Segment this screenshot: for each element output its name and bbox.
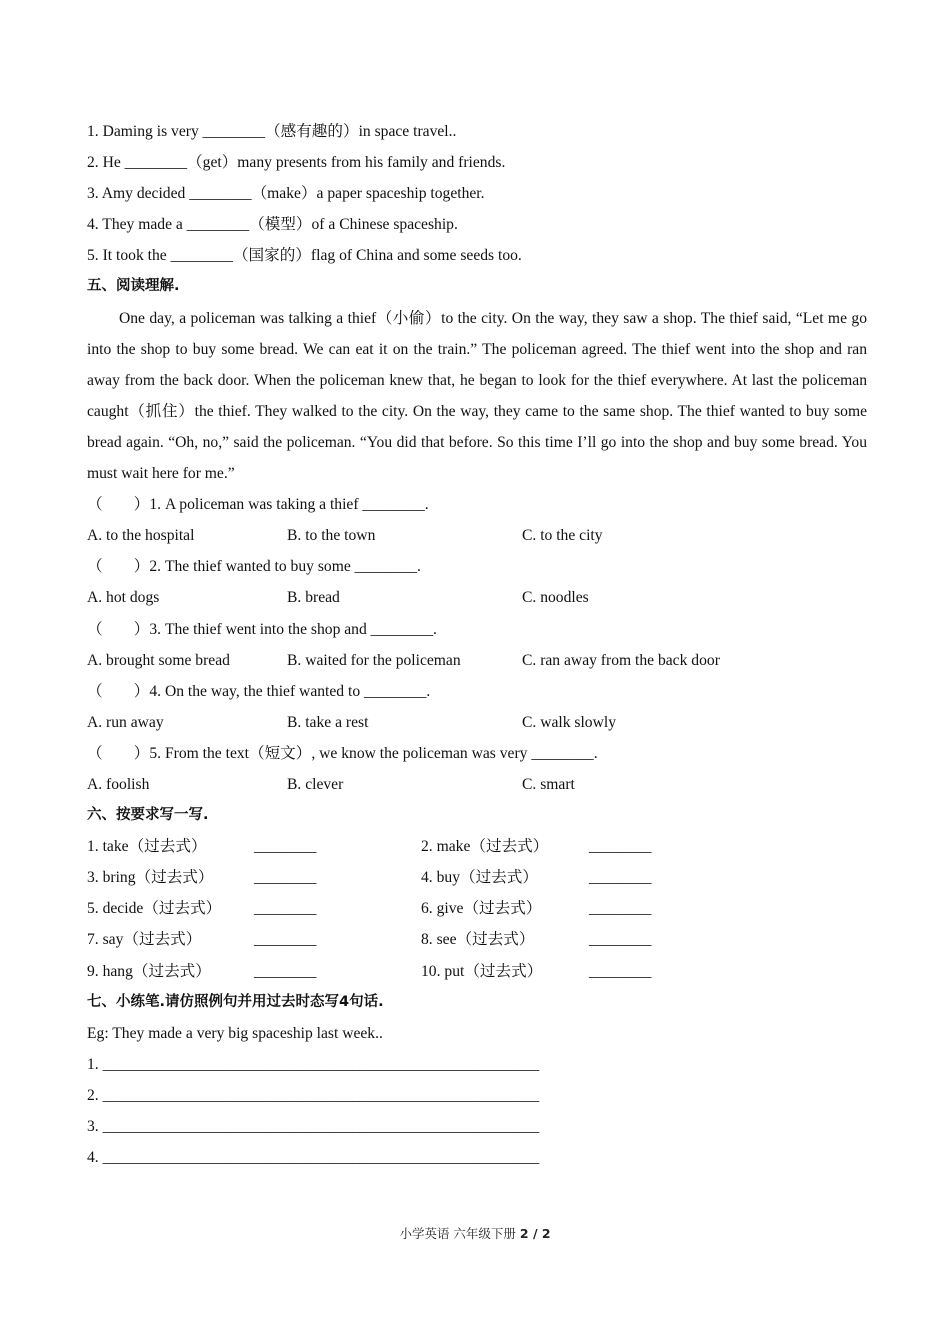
option-c: C. smart bbox=[522, 775, 575, 793]
section6-past-tense bbox=[87, 800, 867, 987]
option-b: B. to the town bbox=[287, 527, 376, 545]
fill-item-4: 4. They made a ________（模型）of a Chinese spaceship. bbox=[87, 216, 458, 234]
word-prompt: 5. decide（过去式） bbox=[87, 900, 222, 918]
fill-item-2: 2. He ________（get）many presents from his family and friends. bbox=[87, 154, 506, 172]
word-prompt: 7. say（过去式） bbox=[87, 931, 202, 949]
answer-blank: ________ bbox=[589, 900, 652, 918]
worksheet-page bbox=[87, 116, 867, 1173]
option-c: C. walk slowly bbox=[522, 713, 616, 731]
option-b: B. waited for the policeman bbox=[287, 651, 461, 669]
option-b: B. bread bbox=[287, 589, 340, 607]
option-a: A. foolish bbox=[87, 775, 150, 793]
answer-blank: ________ bbox=[589, 931, 652, 949]
word-prompt: 4. buy（过去式） bbox=[421, 869, 538, 887]
writing-line-4: 4. ________________________________________________________ bbox=[87, 1149, 540, 1167]
answer-blank: ________ bbox=[254, 838, 317, 856]
word-prompt: 2. make（过去式） bbox=[421, 838, 549, 856]
section4-fill-in-blanks bbox=[87, 116, 867, 271]
section7-writing bbox=[87, 987, 867, 1174]
options-2 bbox=[87, 582, 867, 613]
question-2: （ ）2. The thief wanted to buy some ________. bbox=[87, 558, 421, 576]
word-prompt: 9. hang（过去式） bbox=[87, 962, 211, 980]
option-c: C. noodles bbox=[522, 589, 589, 607]
option-a: A. hot dogs bbox=[87, 589, 160, 607]
past-tense-row-2 bbox=[87, 862, 867, 893]
writing-line-3: 3. ________________________________________________________ bbox=[87, 1118, 540, 1135]
answer-blank: ________ bbox=[589, 838, 652, 856]
fill-item-5: 5. It took the ________（国家的）flag of China and some seeds too. bbox=[87, 247, 522, 265]
section7-heading: 七、小练笔.请仿照例句并用过去时态写4句话. bbox=[87, 993, 384, 1010]
option-b: B. clever bbox=[287, 775, 344, 793]
past-tense-row-4 bbox=[87, 924, 867, 955]
writing-line-1: 1. ________________________________________________________ bbox=[87, 1055, 540, 1073]
past-tense-row-1 bbox=[87, 831, 867, 862]
question-3: （ ）3. The thief went into the shop and ________. bbox=[87, 620, 437, 638]
writing-line-2: 2. ________________________________________________________ bbox=[87, 1086, 540, 1104]
footer-label: 小学英语 六年级下册 bbox=[399, 1226, 520, 1241]
option-c: C. to the city bbox=[522, 527, 603, 545]
options-4 bbox=[87, 707, 867, 738]
option-a: A. to the hospital bbox=[87, 527, 195, 545]
answer-blank: ________ bbox=[589, 962, 652, 980]
word-prompt: 1. take（过去式） bbox=[87, 838, 207, 856]
fill-item-1: 1. Daming is very ________（感有趣的）in space travel.. bbox=[87, 123, 457, 140]
option-a: A. run away bbox=[87, 713, 164, 731]
page-number: 2 / 2 bbox=[519, 1226, 551, 1241]
word-prompt: 8. see（过去式） bbox=[421, 931, 535, 949]
reading-passage: One day, a policeman was talking a thief（小偷）to the city. On the way, they saw a shop. The thief said, “Let me go into the shop to buy some bread. We can eat it on the train.” The policeman agreed. The thief went into the shop and ran away from the back door. When the policeman knew that, he began to look for the thief everywhere. At last the policeman caught（抓住）the thief. They walked to the city. On the way, they came to the same shop. The thief wanted to buy some bread again. “Oh, no,” said the policeman. “You did that before. So this time I’ll go into the shop and buy some bread. You must wait here for me.” bbox=[87, 309, 867, 483]
word-prompt: 10. put（过去式） bbox=[421, 962, 543, 980]
section6-heading: 六、按要求写一写. bbox=[87, 807, 209, 824]
option-a: A. brought some bread bbox=[87, 651, 230, 669]
answer-blank: ________ bbox=[254, 962, 317, 980]
question-4: （ ）4. On the way, the thief wanted to ________. bbox=[87, 682, 431, 700]
example-sentence: Eg: They made a very big spaceship last week.. bbox=[87, 1024, 383, 1042]
answer-blank: ________ bbox=[589, 869, 652, 887]
options-3 bbox=[87, 645, 867, 676]
answer-blank: ________ bbox=[254, 900, 317, 918]
section5-heading: 五、阅读理解. bbox=[87, 278, 180, 295]
word-prompt: 6. give（过去式） bbox=[421, 900, 542, 918]
answer-blank: ________ bbox=[254, 931, 317, 949]
options-1 bbox=[87, 520, 867, 551]
answer-blank: ________ bbox=[254, 869, 317, 887]
question-5: （ ）5. From the text（短文）, we know the policeman was very ________. bbox=[87, 744, 598, 762]
option-b: B. take a rest bbox=[287, 713, 369, 731]
word-prompt: 3. bring（过去式） bbox=[87, 869, 214, 887]
section5-reading bbox=[87, 271, 867, 800]
fill-item-3: 3. Amy decided ________（make）a paper spaceship together. bbox=[87, 185, 485, 203]
options-5 bbox=[87, 769, 867, 800]
past-tense-row-3 bbox=[87, 893, 867, 924]
option-c: C. ran away from the back door bbox=[522, 651, 720, 669]
past-tense-row-5 bbox=[87, 956, 867, 987]
question-1: （ ）1. A policeman was taking a thief ________. bbox=[87, 496, 429, 514]
page-footer bbox=[0, 1224, 950, 1242]
